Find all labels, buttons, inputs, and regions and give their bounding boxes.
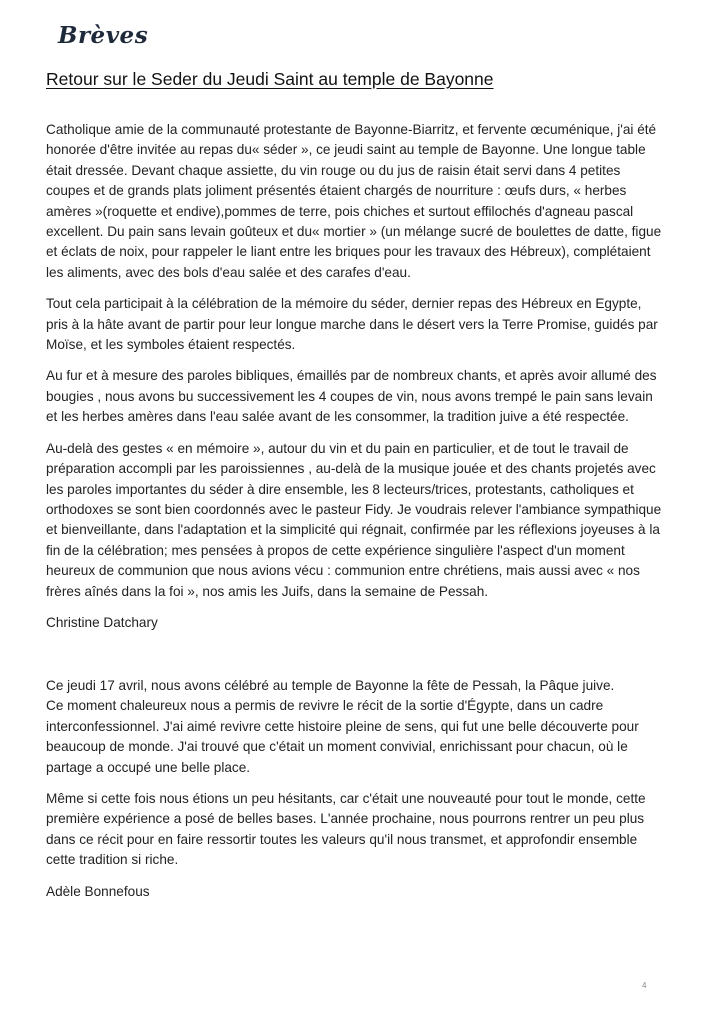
paragraph: Catholique amie de la communauté protestante de Bayonne-Biarritz, et fervente œcuménique, j'ai été honorée d'être invitée au repas du« séder », ce jeudi saint au temple de Bayonne. Une longue table était dressée. Devant chaque assiette, du vin rouge ou du jus de raisin était servi dans 4 petites coupes et de grands plats joliment présentés étaient chargés de nourriture : œufs durs, « herbes amères »(roquette et endive),pommes de terre, pois chiches et surtout effilochés d'agneau pascal excellent. Du pain sans levain goûteux et du« mortier » (un mélange sucré de boulettes de datte, figue et éclats de noix, pour rappeler le liant entre les briques pour les travaux des Hébreux), complétaient les aliments, avec des bols d'eau salée et des carafes d'eau. — [46, 122, 662, 280]
paragraph: Au-delà des gestes « en mémoire », autour du vin et du pain en particulier, et de tout le travail de préparation accompli par les paroissiennes , au-delà de la musique jouée et des chants projetés avec les paroles importantes du séder à dire ensemble, les 8 lecteurs/trices, protestants, catholiques et orthodoxes se sont bien coordonnés avec le pasteur Fidy. Je voudrais relever l'ambiance sympathique et bienveillante, dans l'adaptation et la simplicité qui régnait, confirmée par les réflexions joyeuses à la fin de la célébration; mes pensées à propos de cette expérience singulière l'aspect d'un moment heureux de communion que nous avions vécu : communion entre chrétiens, mais aussi avec « nos frères aînés dans la foi », nos amis les Juifs, dans la semaine de Pessah. — [46, 440, 662, 599]
section-label: Brèves — [58, 22, 149, 49]
paragraph: Même si cette fois nous étions un peu hésitants, car c'était une nouveauté pour tout le monde, cette première expérience a posé de belles bases. L'année prochaine, nous pourrons rentrer un peu plus dans ce récit pour en faire ressortir toutes les valeurs qu'il nous transmet, et approfondir ensemble cette tradition si riche. — [46, 791, 646, 868]
article-body — [46, 120, 662, 644]
paragraph: Tout cela participait à la célébration de la mémoire du séder, dernier repas des Hébreux en Egypte, pris à la hâte avant de partir pour leur longue marche dans le désert vers la Terre Promise, guidés par Moïse, et les symboles étaient respectés. — [46, 296, 658, 353]
author-signature: Adèle Bonnefous — [46, 883, 150, 899]
paragraph: Ce moment chaleureux nous a permis de revivre le récit de la sortie d'Égypte, dans un cadre interconfessionnel. J'ai aimé revivre cette histoire pleine de sens, qui fut une belle découverte pour beaucoup de monde. J'ai trouvé que c'était un moment convivial, enrichissant pour chacun, où le partage a occupé une belle place. — [46, 698, 639, 775]
paragraph: Ce jeudi 17 avril, nous avons célébré au temple de Bayonne la fête de Pessah, la Pâque juive. — [46, 678, 615, 693]
article-title: Retour sur le Seder du Jeudi Saint au temple de Bayonne — [46, 69, 494, 89]
page-number: 4 — [642, 981, 647, 990]
paragraph: Au fur et à mesure des paroles bibliques, émaillés par de nombreux chants, et après avoir allumé des bougies , nous avons bu successivement les 4 coupes de vin, nous avons trempé le pain sans levain et les herbes amères dans l'eau salée avant de les consommer, la tradition juive a été respectée. — [46, 368, 657, 425]
testimony-body — [46, 676, 662, 913]
author-signature: Christine Datchary — [46, 614, 158, 630]
